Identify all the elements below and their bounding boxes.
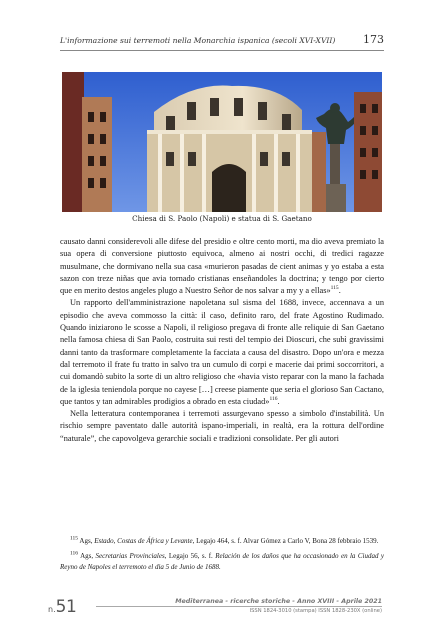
footnote-115: $^{115}$ Ags, Estado, Costas de África y Levante, Legajo 464, s. f. Alvar Gómez a Carlo V, Bona 28 febbraio 1539. — [70, 535, 379, 545]
footnotes — [60, 536, 384, 572]
body-text — [60, 236, 384, 445]
church-illustration — [62, 72, 382, 212]
church-photo — [62, 72, 382, 212]
paragraph-3: Nella letteratura contemporanea i terremoti assurgevano spesso a simbolo d'instabilità. Un rischio sempre paventato dalle autorità ispano-imperiali, in realtà, era la rottura dell'ordine “naturale”, che capovolgeva gerarchie sociali e tradizioni consolidate. Per gli autori — [60, 409, 384, 443]
issue-number: n. 51 — [48, 597, 77, 617]
paragraph-1: causato danni considerevoli alle difese del presidio e oltre cento morti, ma dio aveva premiato la sua opera di conversione piuttosto equivoca, almeno ai nostri occhi, di tredici ragazze musulmane, che dormivano nella sua casa «murieron pasadas de cient animas y yo estaba a esta sazon con treze niñas que avia tornado cristianas enseñandoles la doctrina; y tengo por cierto que en merito destos angeles plugo a Nuestro Señor de nos salvar a my y a ellas»$^{115}$. — [60, 237, 384, 296]
footnote-ref-115[interactable]: 115 — [330, 285, 339, 292]
running-header — [60, 33, 384, 51]
journal-title: Mediterranea - ricerche storiche - Anno XVIII - Aprile 2021 — [175, 598, 382, 605]
issn-line: ISSN 1824-3010 (stampa) ISSN 1828-230X (online) — [249, 608, 382, 614]
page-number: 173 — [363, 33, 384, 46]
figure-caption: Chiesa di S. Paolo (Napoli) e statua di S. Gaetano — [132, 214, 312, 223]
paragraph-2: Un rapporto dell'amministrazione napoletana sul sisma del 1688, invece, accennava a un episodio che aveva commosso la città: il caso, definito raro, del frate Agostino Rudimado. Quando iniziarono le scosse a Napoli, il religioso pregava di fronte alle reliquie di San Gaetano nella famosa chiesa di San Paolo, costruita sui resti del tempio dei Dioscuri, che subì gravissimi danni tanto da trasformare completamente la facciata a causa del disastro. Dopo un'ora e mezza dal terremoto il frate fu tratto in salvo tra un cumulo di corpi e macerie dai primi soccorritori, a cui domandò subito la sorte di un altro religioso che «havia visto reparar con la mano la fachada de la iglesia teniendola porque no cayese […] creese piamente que seria el glorioso San Cactano, que tantos y tan admirables prodigios a obrado en esta ciudad»$^{116}$. — [60, 298, 384, 406]
footnote-ref-116[interactable]: 116 — [269, 396, 278, 403]
footnote-116: $^{116}$ Ags, Secretarias Provinciales, Legajo 56, s. f. Relación de los daños que ha occasionado en la Ciudad y Reyno de Napoles el terremoto el dia 5 de Junio de 1688. — [60, 551, 384, 571]
footer-journal-info — [175, 598, 382, 614]
running-title: L'informazione sui terremoti nella Monarchia ispanica (secoli XVI-XVII) — [60, 36, 336, 45]
